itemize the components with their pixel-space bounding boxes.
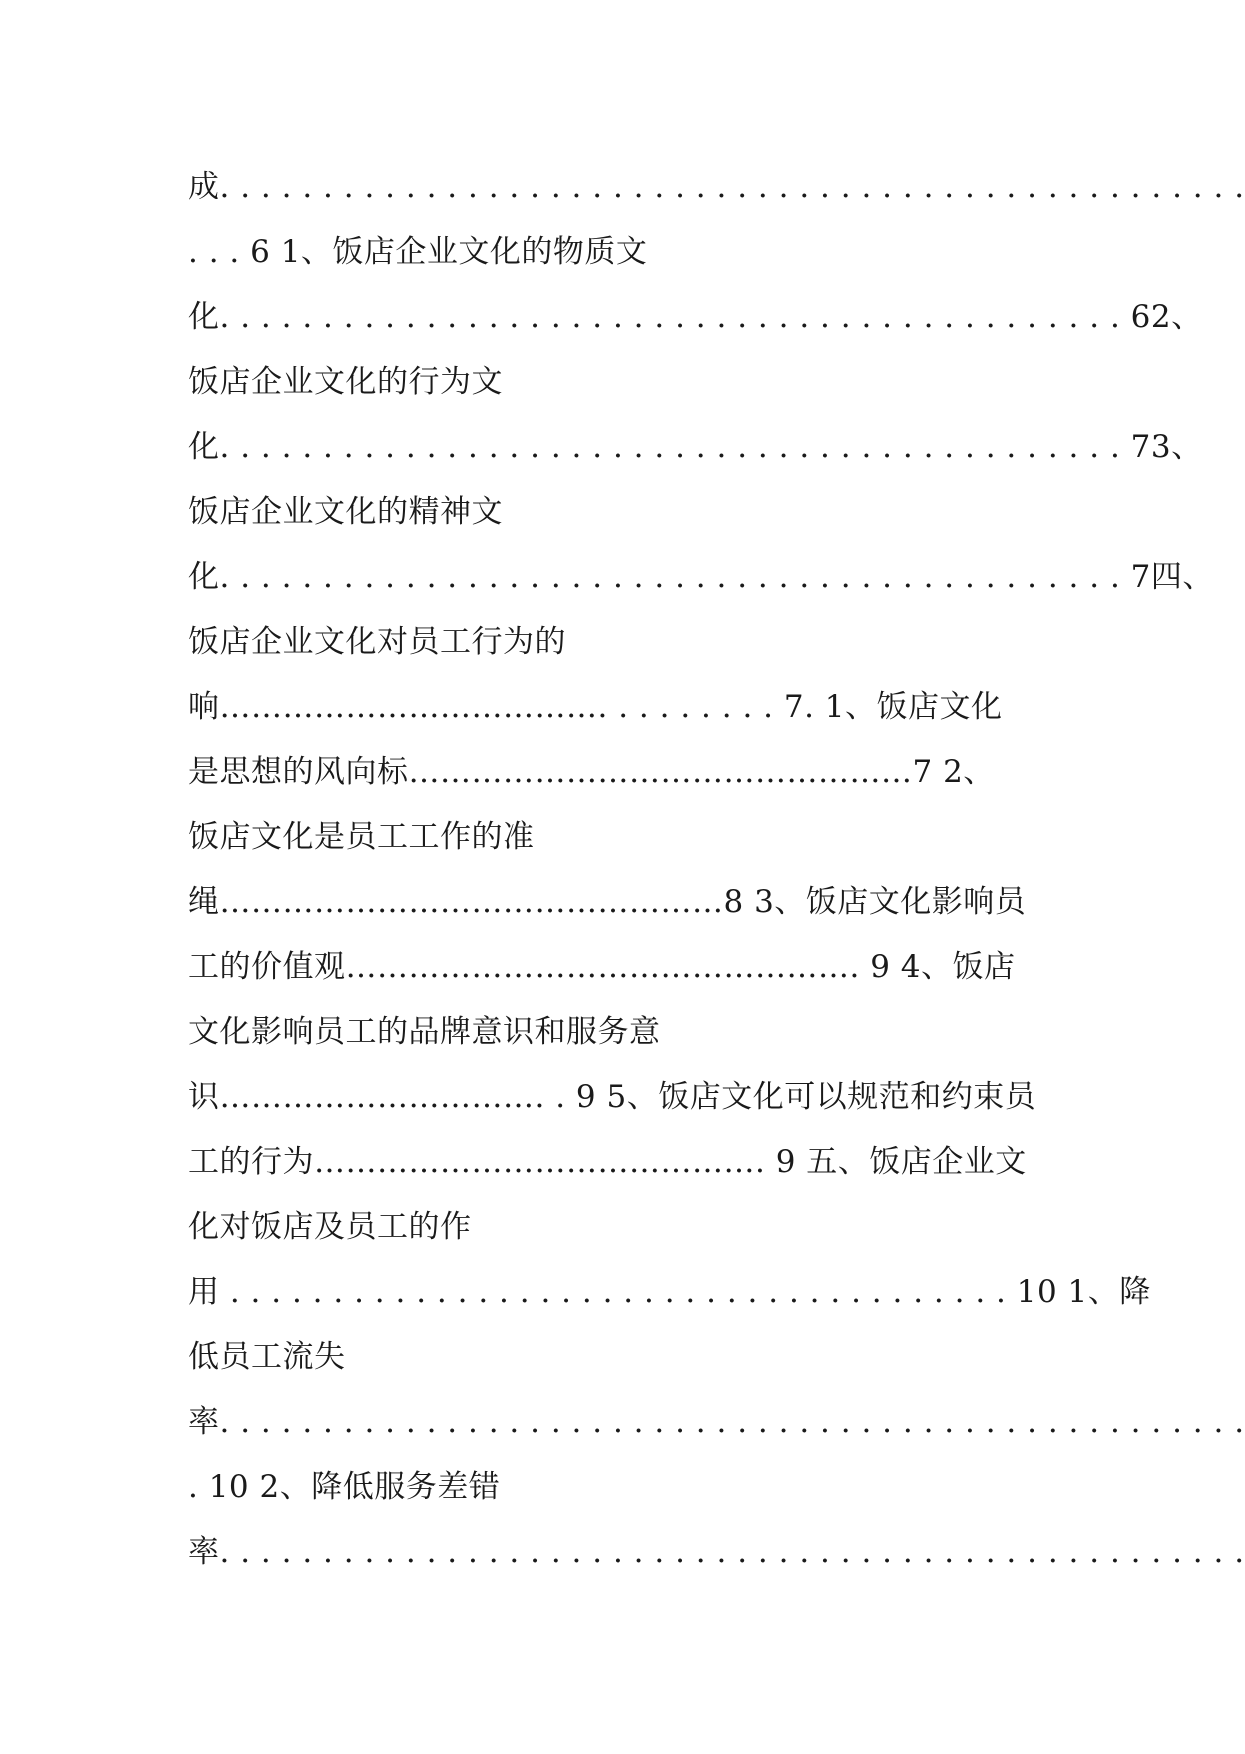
toc-line: 绳…………………………………………8 3、饭店文化影响员	[188, 884, 1027, 920]
toc-line: 饭店企业文化的行为文	[188, 364, 503, 400]
toc-line: 化. . . . . . . . . . . . . . . . . . . . . . . . . . . . . . . . . . . . . . . . . . . . 73、	[188, 429, 1203, 465]
toc-line: 饭店企业文化对员工行为的	[188, 624, 566, 660]
toc-line: 化对饭店及员工的作	[188, 1209, 472, 1245]
toc-line: 化. . . . . . . . . . . . . . . . . . . . . . . . . . . . . . . . . . . . . . . . . . . . 62、	[188, 299, 1203, 335]
toc-line: 用 . . . . . . . . . . . . . . . . . . . . . . . . . . . . . . . . . . . . . . 10 1、降	[188, 1274, 1151, 1310]
toc-line: 饭店企业文化的精神文	[188, 494, 503, 530]
toc-line: 识…………………………. . 9 5、饭店文化可以规范和约束员	[188, 1079, 1037, 1115]
toc-line: 响………………………………. . . . . . . . . 7. 1、饭店文化	[188, 689, 1003, 725]
toc-line: 成. . . . . . . . . . . . . . . . . . . . . . . . . . . . . . . . . . . . . . . . . . . . . . . . . .	[188, 169, 1245, 205]
toc-line: 化. . . . . . . . . . . . . . . . . . . . . . . . . . . . . . . . . . . . . . . . . . . . 7四、	[188, 559, 1214, 595]
toc-line: 工的行为……………………………………. 9 五、饭店企业文	[188, 1144, 1027, 1180]
toc-line: 文化影响员工的品牌意识和服务意	[188, 1014, 661, 1050]
toc-line: 率. . . . . . . . . . . . . . . . . . . . . . . . . . . . . . . . . . . . . . . . . . . . . . . . . .	[188, 1534, 1245, 1570]
toc-line: 是思想的风向标…………………………………………7 2、	[188, 754, 995, 790]
toc-line: 率. . . . . . . . . . . . . . . . . . . . . . . . . . . . . . . . . . . . . . . . . . . . . . . . . .	[188, 1404, 1245, 1440]
toc-line: 饭店文化是员工工作的准	[188, 819, 535, 855]
toc-line: . 10 2、降低服务差错	[188, 1469, 501, 1505]
toc-line: 低员工流失	[188, 1339, 346, 1375]
table-of-contents	[188, 155, 1245, 1585]
toc-line: . . . 6 1、饭店企业文化的物质文	[188, 234, 648, 270]
toc-line: 工的价值观…………………………………………. 9 4、饭店	[188, 949, 1016, 985]
